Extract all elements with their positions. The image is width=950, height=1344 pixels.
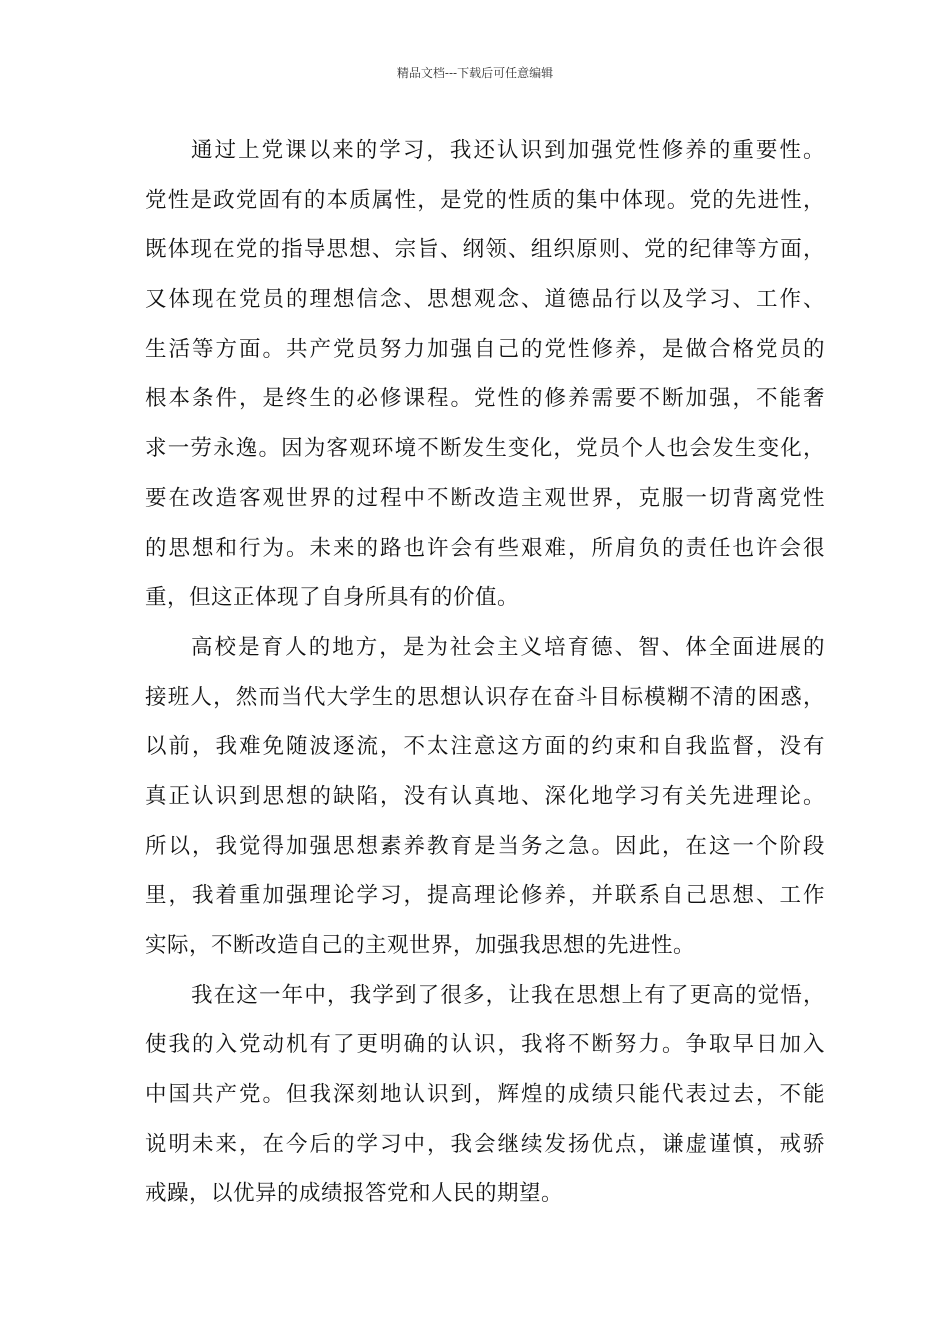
paragraph-2-line-6: 里，我着重加强理论学习，提高理论修养，并联系自己思想、工作 — [145, 883, 825, 909]
paragraph-2-line-4: 真正认识到思想的缺陷，没有认真地、深化地学习有关先进理论。 — [145, 783, 825, 809]
paragraph-2-line-7: 实际，不断改造自己的主观世界，加强我思想的先进性。 — [145, 933, 696, 958]
paragraph-3-line-1: 我在这一年中，我学到了很多，让我在思想上有了更高的觉悟， — [191, 982, 825, 1008]
paragraph-1-line-5: 生活等方面。共产党员努力加强自己的党性修养，是做合格党员的 — [145, 336, 825, 362]
paragraph-1-line-3: 既体现在党的指导思想、宗旨、纲领、组织原则、党的纪律等方面， — [145, 237, 825, 263]
paragraph-1-line-1: 通过上党课以来的学习，我还认识到加强党性修养的重要性。 — [191, 138, 825, 163]
document-body — [145, 126, 825, 1219]
paragraph-1-line-6: 根本条件，是终生的必修课程。党性的修养需要不断加强，不能奢 — [145, 386, 825, 412]
paragraph-1-line-8: 要在改造客观世界的过程中不断改造主观世界，克服一切背离党性 — [145, 485, 825, 511]
paragraph-3-line-5: 戒躁，以优异的成绩报答党和人民的期望。 — [145, 1181, 564, 1207]
paragraph-1-line-10: 重，但这正体现了自身所具有的价值。 — [145, 585, 520, 611]
paragraph-1-line-4: 又体现在党员的理想信念、思想观念、道德品行以及学习、工作、 — [145, 287, 825, 313]
paragraph-2-line-1: 高校是育人的地方，是为社会主义培育德、智、体全面进展的 — [191, 634, 825, 660]
paragraph-3-line-3: 中国共产党。但我深刻地认识到，辉煌的成绩只能代表过去，不能 — [145, 1082, 825, 1108]
paragraph-3-line-2: 使我的入党动机有了更明确的认识，我将不断努力。争取早日加入 — [145, 1032, 825, 1058]
page-header: 精品文档---下载后可任意编辑 — [396, 66, 554, 80]
paragraph-3-line-4: 说明未来，在今后的学习中，我会继续发扬优点，谦虚谨慎，戒骄 — [145, 1131, 825, 1157]
paragraph-1-line-2: 党性是政党固有的本质属性，是党的性质的集中体现。党的先进性， — [145, 187, 825, 213]
paragraph-1-line-9: 的思想和行为。未来的路也许会有些艰难，所肩负的责任也许会很 — [145, 535, 825, 561]
paragraph-2-line-3: 以前，我难免随波逐流，不太注意这方面的约束和自我监督，没有 — [145, 734, 825, 760]
paragraph-2-line-2: 接班人，然而当代大学生的思想认识存在奋斗目标模糊不清的困惑， — [145, 684, 825, 710]
paragraph-1-line-7: 求一劳永逸。因为客观环境不断发生变化，党员个人也会发生变化， — [145, 436, 825, 462]
paragraph-2-line-5: 所以，我觉得加强思想素养教育是当务之急。因此，在这一个阶段 — [145, 833, 825, 859]
